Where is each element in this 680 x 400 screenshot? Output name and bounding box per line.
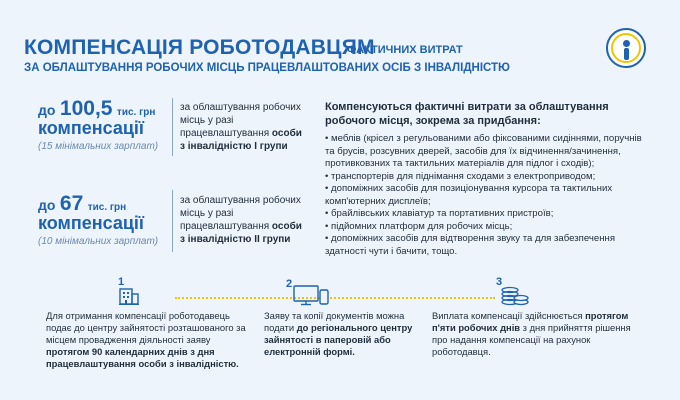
- list-item: • меблів (крісел з регульованими або фіксованими сидіннями, поручнів та брусів, розсувних дверей, засобів для їх відчинення/зачинення, противковзних та тактильних матеріалів для підлог і сходів);: [325, 133, 642, 169]
- page-title-side: ФАКТИЧНИХ ВИТРАТ: [347, 44, 463, 56]
- divider-line: [172, 190, 173, 252]
- comp-amount: 67: [59, 192, 84, 215]
- step-1-text: [46, 310, 246, 370]
- coins-icon: [500, 282, 530, 306]
- desc-bold-text: особи з інвалідністю І групи: [180, 128, 302, 152]
- page-title: КОМПЕНСАЦІЯ РОБОТОДАВЦЯМ: [24, 36, 375, 59]
- comp-word: компенсації: [38, 213, 144, 233]
- step-number: 1: [118, 276, 125, 288]
- step-2-text: [264, 310, 414, 358]
- logo-figure-body: [624, 48, 629, 60]
- step-text-plain: Виплата компенсації здійснюється: [432, 310, 586, 321]
- desc-bold-text: особи з інвалідністю ІІ групи: [180, 221, 302, 245]
- step-text-bold: до регіонального центру зайнятості в паперовій або електронній формі.: [264, 322, 413, 357]
- step-text-plain: Для отримання компенсації роботодавець подає до центру зайнятості розташованого за місцем провадження діяльності заяву: [46, 310, 246, 345]
- compensation-block-1: [38, 97, 168, 152]
- employment-service-logo: [606, 28, 646, 68]
- step-text-plain: Заяву та копії документів можна подати: [264, 310, 405, 333]
- step-text-bold: протягом п'яти робочих днів: [432, 310, 629, 333]
- page-subtitle: ЗА ОБЛАШТУВАННЯ РОБОЧИХ МІСЦЬ ПРАЦЕВЛАШТОВАНИХ ОСІБ З ІНВАЛІДНІСТЮ: [24, 62, 510, 74]
- list-item: • підйомних платформ для робочих місць;: [325, 220, 513, 232]
- divider-line: [172, 98, 173, 156]
- list-item: • допоміжних засобів для відтворення звуку та для забезпечення здатності чути і бачити, тощо.: [325, 233, 616, 257]
- comp-unit: тис. грн: [116, 107, 156, 118]
- devices-icon: [290, 284, 330, 306]
- desc-text: за облаштування робочих місць у разі працевлаштування: [180, 102, 301, 139]
- comp-prefix: до: [38, 197, 56, 213]
- list-item: • допоміжних засобів для позиціонування курсора та тактильних комп'ютерних дисплеїв;: [325, 183, 613, 207]
- comp-unit: тис. грн: [87, 202, 127, 213]
- expenses-list: [325, 100, 645, 258]
- steps-dotted-line: [175, 297, 495, 299]
- comp-description-1: [180, 101, 305, 153]
- comp-note: (15 мінімальних зарплат): [38, 141, 159, 152]
- desc-text: за облаштування робочих місць у разі працевлаштування: [180, 195, 301, 232]
- step-text-plain-end: з дня прийняття рішення про надання компенсації на рахунок роботодавця.: [432, 322, 631, 357]
- list-heading: Компенсуються фактичні витрати за облаштування робочого місця, зокрема за придбання:: [325, 101, 609, 127]
- building-icon: [118, 285, 140, 305]
- comp-word: компенсації: [38, 118, 144, 138]
- list-item: • транспортерів для піднімання сходами з електроприводом;: [325, 170, 596, 182]
- step-number: 3: [496, 276, 503, 288]
- step-3-text: [432, 310, 642, 358]
- compensation-block-2: [38, 192, 168, 247]
- step-text-bold: протягом 90 календарних днів з дня працевлаштування особи з інвалідністю.: [46, 346, 239, 369]
- list-item: • брайлівських клавіатур та портативних пристроїв;: [325, 208, 554, 219]
- step-number: 2: [286, 278, 293, 290]
- comp-description-2: [180, 194, 305, 246]
- comp-note: (10 мінімальних зарплат): [38, 236, 159, 247]
- comp-prefix: до: [38, 102, 56, 118]
- comp-amount: 100,5: [59, 97, 113, 120]
- logo-figure-head: [623, 40, 630, 47]
